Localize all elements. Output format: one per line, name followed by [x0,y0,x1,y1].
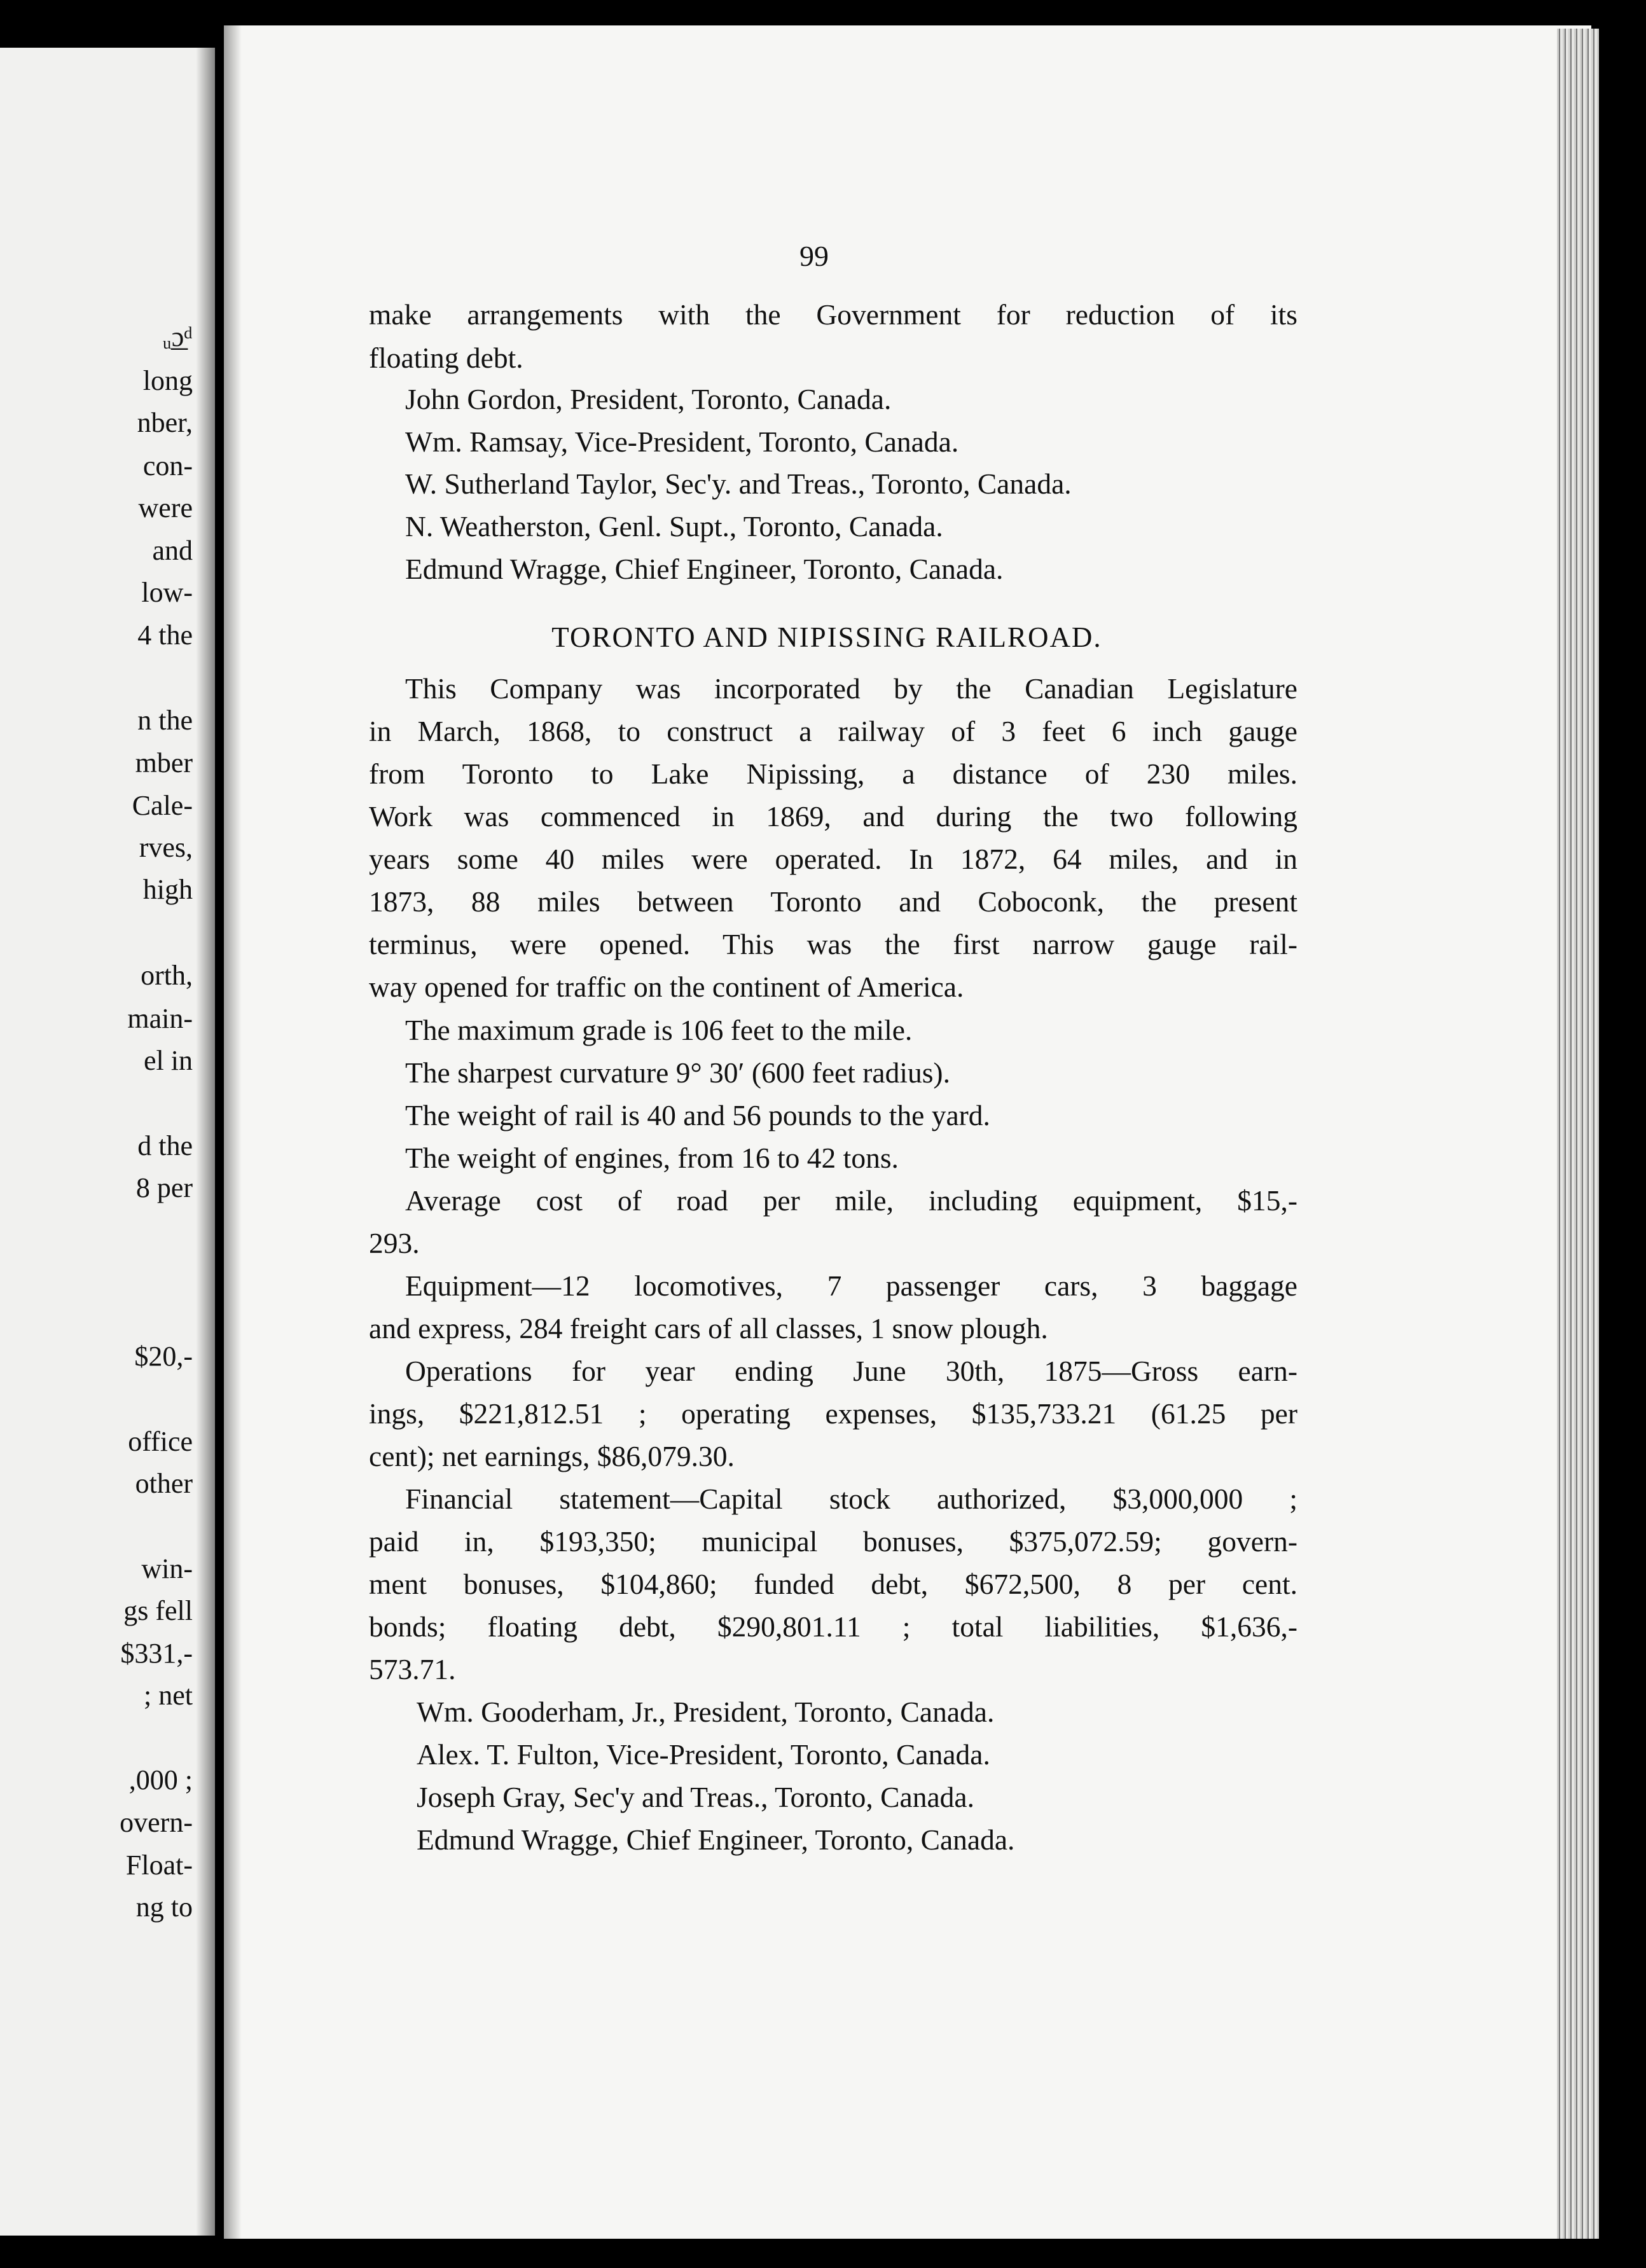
page-edges [1557,29,1599,2239]
officer-line: Edmund Wragge, Chief Engineer, Toronto, Canada. [417,1823,1015,1856]
left-fragment: were [138,492,193,523]
officer-line: Joseph Gray, Sec'y and Treas., Toronto, Canada. [417,1781,974,1813]
left-page [0,48,215,2236]
left-fragment: ; net [144,1680,193,1711]
text-line: The weight of rail is 40 and 56 pounds to the yard. [405,1099,990,1131]
text-line: in March, 1868, to construct a railway of 3 feet 6 inch gauge [369,715,1297,747]
left-fragment: Cale- [132,790,193,821]
left-fragment: Float- [125,1850,193,1881]
left-fragment: ᵤ͟ɔᵈ [162,321,193,352]
text-line: years some 40 miles were operated. In 1872, 64 miles, and in [369,843,1297,875]
text-line: cent); net earnings, $86,079.30. [369,1440,735,1472]
officer-line: John Gordon, President, Toronto, Canada. [405,383,892,415]
text-line: Financial statement—Capital stock authorized, $3,000,000 ; [405,1483,1297,1515]
page-shadow [196,48,215,2236]
left-fragment: n the [137,705,193,736]
text-line: make arrangements with the Government for reduction of its [369,298,1297,331]
officer-line: Edmund Wragge, Chief Engineer, Toronto, Canada. [405,553,1004,585]
left-fragment: 8 per [135,1172,193,1203]
text-line: 573.71. [369,1653,456,1685]
page-number: 99 [799,240,829,272]
left-fragment: $331,- [120,1638,193,1669]
officer-line: N. Weatherston, Genl. Supt., Toronto, Canada. [405,510,943,543]
left-fragment: ,000 ; [128,1764,193,1795]
book-gutter [215,25,224,2251]
text-line: paid in, $193,350; municipal bonuses, $375,072.59; govern- [369,1525,1297,1558]
text-line: Equipment—12 locomotives, 7 passenger cars, 3 baggage [405,1269,1297,1302]
left-fragment: d the [137,1130,193,1161]
text-line: Average cost of road per mile, including equipment, $15,- [405,1184,1297,1217]
left-fragment: win- [141,1553,193,1584]
officer-line: Wm. Gooderham, Jr., President, Toronto, Canada. [417,1696,995,1728]
left-fragment: nber, [137,407,193,438]
spine-shadow [224,25,242,2239]
text-line: The maximum grade is 106 feet to the mile. [405,1014,913,1046]
left-fragment: office [128,1426,193,1457]
text-line: Operations for year ending June 30th, 1875—Gross earn- [405,1355,1297,1387]
text-line: terminus, were opened. This was the first narrow gauge rail- [369,928,1297,960]
text-line: ment bonuses, $104,860; funded debt, $672,500, 8 per cent. [369,1568,1297,1600]
left-fragment: gs fell [123,1595,193,1626]
officer-line: Alex. T. Fulton, Vice-President, Toronto, Canada. [417,1738,990,1771]
text-line: 1873, 88 miles between Toronto and Coboconk, the present [369,885,1297,918]
text-line: and express, 284 freight cars of all classes, 1 snow plough. [369,1312,1048,1345]
left-fragment: other [135,1468,193,1499]
officer-line: W. Sutherland Taylor, Sec'y. and Treas., Toronto, Canada. [405,467,1072,500]
left-fragment: ng to [135,1891,193,1923]
officer-line: Wm. Ramsay, Vice-President, Toronto, Canada. [405,425,959,458]
text-line: This Company was incorporated by the Canadian Legislature [405,672,1297,705]
left-fragment: mber [135,747,193,778]
text-line: 293. [369,1227,420,1259]
text-line: way opened for traffic on the continent of America. [369,971,964,1003]
left-fragment: high [142,874,193,905]
text-line: The sharpest curvature 9° 30′ (600 feet radius). [405,1056,950,1089]
section-heading: TORONTO AND NIPISSING RAILROAD. [551,621,1102,653]
left-fragment: con- [142,450,193,481]
left-fragment: main- [127,1003,193,1034]
left-fragment: 4 the [137,619,193,651]
text-line: The weight of engines, from 16 to 42 tons. [405,1142,899,1174]
left-fragment: and [152,535,193,566]
text-line: ings, $221,812.51 ; operating expenses, $135,733.21 (61.25 per [369,1397,1297,1430]
left-fragment: rves, [139,832,193,863]
left-fragment: orth, [141,960,193,991]
text-line: from Toronto to Lake Nipissing, a distance of 230 miles. [369,757,1297,790]
left-fragment: overn- [120,1807,193,1838]
left-fragment: $20,- [134,1341,193,1372]
left-fragment: long [142,365,193,396]
text-line: Work was commenced in 1869, and during the two following [369,800,1297,833]
left-fragment: el in [144,1045,193,1076]
text-line: floating debt. [369,342,523,374]
left-fragment: low- [141,577,193,608]
text-line: bonds; floating debt, $290,801.11 ; total liabilities, $1,636,- [369,1610,1297,1643]
